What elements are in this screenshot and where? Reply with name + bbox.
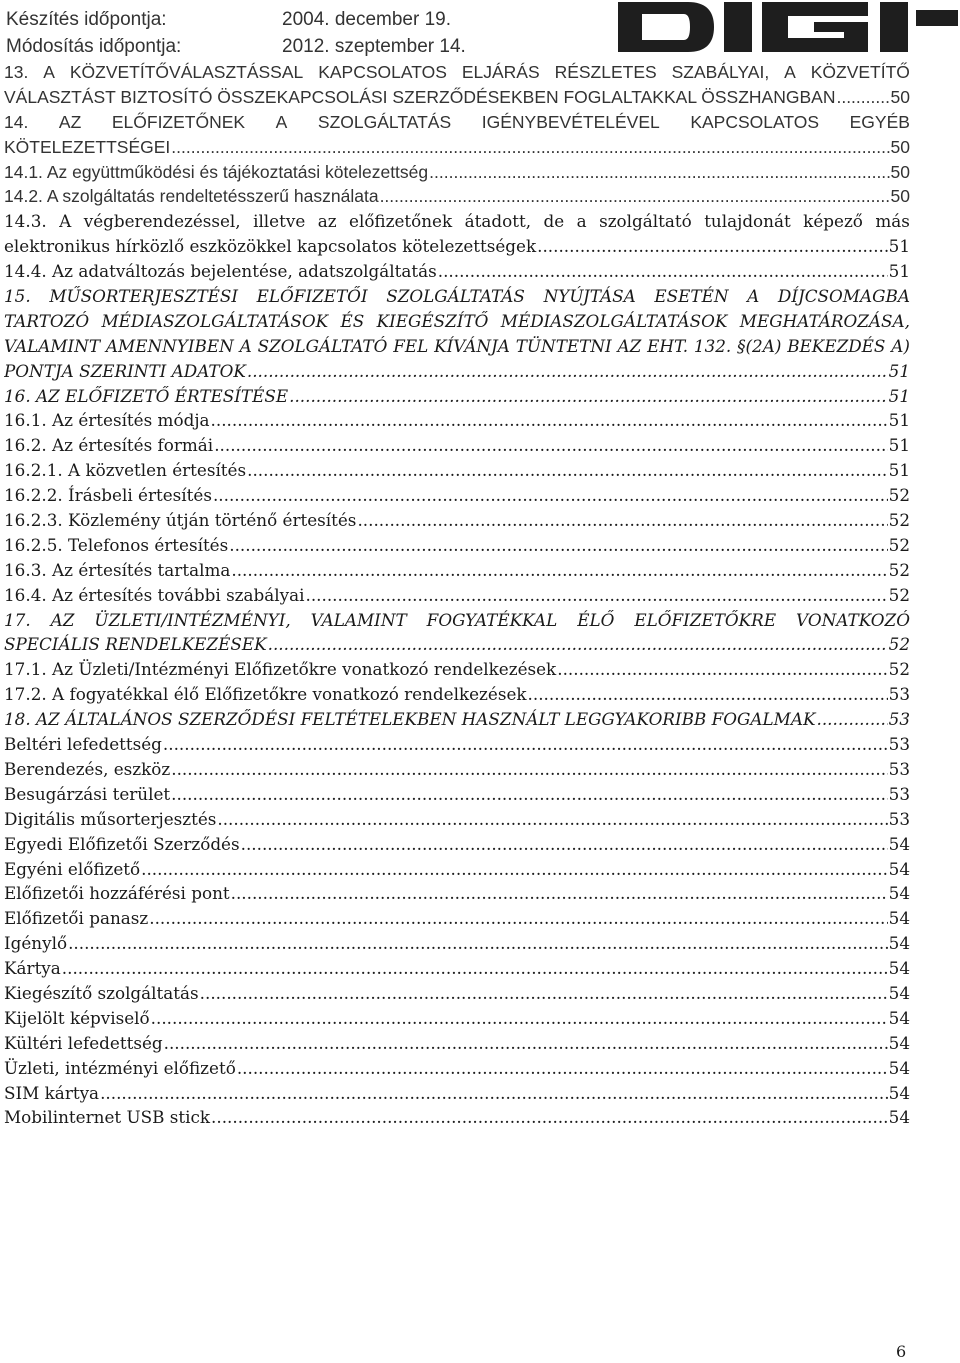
toc-leader-dots — [171, 135, 889, 160]
toc-leader-dots — [231, 558, 887, 583]
toc-entry[interactable] — [4, 1081, 910, 1106]
toc-entry[interactable] — [4, 1006, 910, 1031]
toc-entry-word: MÉDIASZOLGÁLTATÁSOK — [101, 310, 329, 331]
toc-entry-word: AMENNYIBEN — [105, 335, 234, 356]
toc-entry-title: Mobilinternet USB stick — [4, 1107, 211, 1128]
toc-entry-word: tulajdonát — [704, 211, 791, 232]
toc-entry-title: 16.2.5. Telefonos értesítés — [4, 534, 229, 555]
modified-value: 2012. szeptember 14. — [282, 36, 466, 57]
created-label: Készítés időpontja: — [6, 9, 167, 30]
toc-entry-word: A — [43, 62, 55, 82]
toc-leader-dots — [438, 259, 888, 284]
toc-entry-word: SZOLGÁLTATÁS — [317, 111, 452, 132]
toc-entry[interactable] — [4, 782, 910, 807]
toc-entry-page: 53 — [888, 684, 910, 705]
toc-entry[interactable] — [4, 384, 910, 409]
toc-entry-title: 18. AZ ÁLTALÁNOS SZERZŐDÉSI FELTÉTELEKBEN HASZNÁLT LEGGYAKORIBB FOGALMAK — [4, 709, 816, 730]
toc-entry-word: RÉSZLETES — [554, 62, 657, 82]
toc-entry[interactable] — [4, 259, 910, 284]
toc-entry-title: Kiegészítő szolgáltatás — [4, 982, 199, 1003]
toc-entry-page: 52 — [888, 485, 910, 506]
toc-entry-title: SIM kártya — [4, 1082, 100, 1103]
toc-leader-dots — [68, 931, 888, 956]
toc-entry[interactable] — [4, 832, 910, 857]
toc-leader-dots — [229, 533, 887, 558]
toc-entry-word: a — [576, 211, 587, 232]
toc-entry-word: szolgáltató — [599, 211, 692, 232]
toc-leader-dots — [211, 1105, 888, 1130]
toc-entry[interactable] — [4, 110, 910, 135]
toc-entry-word: TÜNTETNI — [515, 335, 612, 356]
toc-entry-word: 14.3. — [4, 211, 47, 232]
toc-entry-word: A — [275, 111, 288, 132]
toc-entry[interactable] — [4, 1105, 910, 1130]
toc-entry[interactable] — [4, 209, 910, 234]
toc-entry-page: 50 — [890, 186, 910, 207]
toc-entry-title: Kültéri lefedettség — [4, 1032, 163, 1053]
toc-entry-word: KAPCSOLATOS — [318, 62, 447, 82]
toc-entry-word: KIEGÉSZÍTŐ — [376, 310, 489, 331]
toc-entry-word: A — [784, 62, 796, 82]
toc-entry[interactable] — [4, 184, 910, 209]
toc-entry[interactable] — [4, 632, 910, 657]
toc-entry-word: AZ — [617, 335, 642, 356]
toc-entry-title: KÖTELEZETTSÉGEI — [4, 136, 171, 157]
toc-leader-dots — [357, 508, 887, 533]
toc-entry-word: 14. — [4, 111, 29, 132]
toc-leader-dots — [247, 359, 888, 384]
toc-entry-word: MÉDIASZOLGÁLTATÁSOK — [500, 310, 728, 331]
toc-entry-page: 54 — [888, 982, 910, 1003]
toc-entry-title: 16.4. Az értesítés további szabályai — [4, 584, 305, 605]
created-value: 2004. december 19. — [282, 9, 452, 30]
toc-entry-page: 51 — [888, 236, 910, 257]
toc-entry-word: NYÚJTÁSA — [543, 286, 636, 307]
toc-entry-word: ÉLŐ — [577, 609, 615, 630]
toc-entry-word: A — [59, 211, 72, 232]
toc-entry-word: végberendezéssel, — [83, 211, 241, 232]
toc-entry[interactable] — [4, 1031, 910, 1056]
toc-entry-title: 14.2. A szolgáltatás rendeltetésszerű használata — [4, 186, 379, 207]
toc-entry-title: 16.2.3. Közlemény útján történő értesítés — [4, 510, 357, 531]
toc-entry-word: ELŐFIZETŐKRE — [634, 609, 777, 630]
toc-entry-word: VALAMINT — [310, 609, 407, 630]
toc-entry-word: ÜZLETI/INTÉZMÉNYI, — [94, 609, 291, 630]
toc-entry-word: más — [875, 211, 910, 232]
toc-entry-word: AZ — [50, 609, 75, 630]
toc-entry-title: Előfizetői panasz — [4, 908, 149, 929]
toc-entry[interactable] — [4, 608, 910, 633]
toc-entry-title: Beltéri lefedettség — [4, 734, 162, 755]
logo-letter-g — [762, 2, 868, 52]
toc-leader-dots — [211, 408, 888, 433]
toc-entry-page: 51 — [888, 360, 910, 381]
toc-entry-title: PONTJA SZERINTI ADATOK — [4, 360, 246, 381]
toc-entry-page: 53 — [888, 709, 910, 730]
toc-entry-page: 54 — [888, 858, 910, 879]
toc-entry-word: az — [317, 211, 337, 232]
toc-entry-page: 54 — [888, 908, 910, 929]
toc-entry-page: 51 — [888, 460, 910, 481]
toc-entry[interactable] — [4, 533, 910, 558]
toc-entry-title: Kártya — [4, 958, 61, 979]
toc-entry-word: illetve — [253, 211, 306, 232]
digi-logo — [618, 2, 958, 52]
toc-entry-title: 16.2. Az értesítés formái — [4, 435, 214, 456]
toc-leader-dots — [537, 234, 888, 259]
toc-leader-dots — [171, 782, 887, 807]
toc-entry-page: 54 — [888, 1032, 910, 1053]
toc-entry-word: SZABÁLYAI, — [671, 62, 770, 82]
toc-entry[interactable] — [4, 85, 910, 110]
toc-entry-page: 50 — [890, 136, 910, 157]
toc-entry[interactable] — [4, 956, 910, 981]
toc-entry[interactable] — [4, 334, 910, 359]
toc-entry-page: 54 — [888, 958, 910, 979]
created-row — [6, 6, 606, 33]
toc-entry-page: 53 — [888, 758, 910, 779]
toc-entry-title: Igénylő — [4, 933, 68, 954]
document-header — [6, 6, 606, 60]
toc-entry-word: KAPCSOLATOS — [690, 111, 820, 132]
toc-entry-word: KÖZVETÍTŐVÁLASZTÁSSAL — [69, 62, 304, 82]
toc-entry-page: 52 — [888, 584, 910, 605]
toc-entry-page: 50 — [890, 86, 910, 107]
toc-entry[interactable] — [4, 807, 910, 832]
toc-entry-page: 50 — [890, 161, 910, 182]
toc-entry-word: SZOLGÁLTATÓ — [257, 335, 388, 356]
toc-entry-page: 54 — [888, 1082, 910, 1103]
toc-leader-dots — [141, 857, 888, 882]
toc-entry-title: elektronikus hírközlő eszközökkel kapcsolatos kötelezettségek — [4, 236, 537, 257]
toc-entry-page: 52 — [888, 559, 910, 580]
toc-entry[interactable] — [4, 433, 910, 458]
toc-entry[interactable] — [4, 583, 910, 608]
toc-entry-word: EHT. — [647, 335, 689, 356]
logo-letter-i2 — [880, 2, 908, 52]
toc-entry-word: A — [747, 286, 760, 307]
toc-entry-page: 54 — [888, 1057, 910, 1078]
toc-entry-word: ÉS — [340, 310, 365, 331]
toc-entry-title: Berendezés, eszköz — [4, 758, 171, 779]
toc-entry[interactable] — [4, 981, 910, 1006]
toc-entry-word: DÍJCSOMAGBA — [777, 286, 910, 307]
toc-entry-page: 52 — [888, 659, 910, 680]
toc-leader-dots — [268, 632, 888, 657]
toc-entry-word: képező — [803, 211, 863, 232]
toc-entry[interactable] — [4, 857, 910, 882]
toc-leader-dots — [214, 433, 887, 458]
toc-entry-title: 17.2. A fogyatékkal élő Előfizetőkre vonatkozó rendelkezések — [4, 684, 527, 705]
toc-entry-title: 16. AZ ELŐFIZETŐ ÉRTESÍTÉSE — [4, 385, 289, 406]
toc-leader-dots — [171, 757, 887, 782]
toc-entry-word: ESETÉN — [654, 286, 729, 307]
toc-entry-word: TARTOZÓ — [4, 310, 90, 331]
toc-entry[interactable] — [4, 508, 910, 533]
toc-entry-word: MEGHATÁROZÁSA, — [739, 310, 910, 331]
toc-entry[interactable] — [4, 707, 910, 732]
toc-entry-word: VALAMINT — [4, 335, 101, 356]
toc-entry-title: Kijelölt képviselő — [4, 1007, 150, 1028]
toc-entry-word: VONATKOZÓ — [796, 609, 910, 630]
toc-leader-dots — [213, 483, 888, 508]
toc-entry-page: 51 — [888, 410, 910, 431]
toc-entry-word: 15. — [4, 286, 31, 307]
toc-entry-page: 51 — [888, 435, 910, 456]
toc-entry[interactable] — [4, 657, 910, 682]
toc-entry[interactable] — [4, 135, 910, 160]
toc-entry-word: A) — [891, 335, 910, 356]
modified-row — [6, 33, 606, 60]
toc-entry-word: FOGYATÉKKAL — [426, 609, 558, 630]
toc-entry-title: Egyedi Előfizetői Szerződés — [4, 833, 240, 854]
logo-letter-d — [618, 2, 714, 52]
toc-leader-dots — [62, 956, 888, 981]
toc-leader-dots — [289, 384, 888, 409]
toc-entry[interactable] — [4, 458, 910, 483]
toc-leader-dots — [149, 906, 887, 931]
toc-leader-dots — [528, 682, 888, 707]
toc-entry-title: Besugárzási terület — [4, 783, 171, 804]
toc-leader-dots — [237, 1056, 888, 1081]
toc-entry[interactable] — [4, 881, 910, 906]
toc-entry-page: 54 — [888, 933, 910, 954]
logo-letter-i1 — [724, 2, 752, 52]
toc-entry-page: 53 — [888, 808, 910, 829]
toc-entry-word: de — [543, 211, 565, 232]
toc-entry-title: 16.1. Az értesítés módja — [4, 410, 210, 431]
toc-entry-page: 54 — [888, 833, 910, 854]
toc-leader-dots — [817, 707, 888, 732]
toc-entry[interactable] — [4, 309, 910, 334]
toc-leader-dots — [380, 184, 890, 209]
toc-leader-dots — [200, 981, 888, 1006]
toc-leader-dots — [163, 732, 888, 757]
toc-entry[interactable] — [4, 732, 910, 757]
toc-entry[interactable] — [4, 757, 910, 782]
toc-entry[interactable] — [4, 682, 910, 707]
toc-entry[interactable] — [4, 359, 910, 384]
toc-entry-word: ELJÁRÁS — [461, 62, 540, 82]
toc-entry-word: KÖZVETÍTŐ — [810, 62, 910, 82]
toc-entry-word: A — [239, 335, 252, 356]
toc-leader-dots — [100, 1081, 888, 1106]
toc-entry-word: ELŐFIZETŐI — [256, 286, 368, 307]
toc-entry-title: Digitális műsorterjesztés — [4, 808, 217, 829]
page-number: 6 — [896, 1342, 907, 1361]
toc-entry-title: Előfizetői hozzáférési pont — [4, 883, 230, 904]
toc-leader-dots — [241, 832, 888, 857]
toc-leader-dots — [231, 881, 888, 906]
toc-entry-page: 52 — [888, 634, 910, 655]
toc-entry-title: 16.3. Az értesítés tartalma — [4, 559, 231, 580]
toc-entry-title: 17.1. Az Üzleti/Intézményi Előfizetőkre vonatkozó rendelkezések — [4, 659, 557, 680]
toc-entry-page: 51 — [888, 261, 910, 282]
toc-entry-page: 54 — [888, 883, 910, 904]
toc-entry-word: 17. — [4, 609, 31, 630]
toc-leader-dots — [217, 807, 887, 832]
toc-leader-dots — [306, 583, 888, 608]
toc-entry[interactable] — [4, 931, 910, 956]
toc-entry-word: előfizetőnek — [349, 211, 453, 232]
toc-entry[interactable] — [4, 160, 910, 185]
toc-entry-page: 53 — [888, 783, 910, 804]
toc-entry-word: ELŐFIZETŐNEK — [111, 111, 246, 132]
toc-entry-word: 13. — [4, 62, 29, 82]
logo-accent-bar — [916, 10, 958, 26]
modified-label: Módosítás időpontja: — [6, 36, 182, 57]
toc-entry[interactable] — [4, 408, 910, 433]
toc-entry-page: 54 — [888, 1007, 910, 1028]
toc-leader-dots — [151, 1006, 888, 1031]
toc-entry-page: 53 — [888, 734, 910, 755]
toc-entry-title: SPECIÁLIS RENDELKEZÉSEK — [4, 634, 267, 655]
toc-entry-page: 51 — [888, 385, 910, 406]
toc-entry-word: AZ — [58, 111, 82, 132]
toc-entry-word: IGÉNYBEVÉTELÉVEL — [481, 111, 660, 132]
toc-entry-title: Egyéni előfizető — [4, 858, 141, 879]
toc-entry[interactable] — [4, 558, 910, 583]
toc-entry-page: 54 — [888, 1107, 910, 1128]
toc-entry[interactable] — [4, 284, 910, 309]
toc-entry-word: MŰSORTERJESZTÉSI — [49, 286, 239, 307]
toc-entry-title: 16.2.2. Írásbeli értesítés — [4, 485, 212, 506]
toc-entry-word: §(2A) — [737, 335, 782, 356]
toc-leader-dots — [164, 1031, 888, 1056]
toc-entry[interactable] — [4, 1056, 910, 1081]
toc-leader-dots — [429, 160, 889, 185]
toc-entry[interactable] — [4, 60, 910, 85]
toc-entry-word: SZOLGÁLTATÁS — [386, 286, 525, 307]
toc-entry-word: KÍVÁNJA — [434, 335, 510, 356]
toc-entry-title: VÁLASZTÁST BIZTOSÍTÓ ÖSSZEKAPCSOLÁSI SZERZŐDÉSEKBEN FOGLALTAKKAL ÖSSZHANGBAN — [4, 86, 836, 107]
toc-entry[interactable] — [4, 234, 910, 259]
toc-entry-word: 132. — [693, 335, 732, 356]
toc-entry-title: 14.1. Az együttműködési és tájékoztatási kötelezettség — [4, 161, 429, 182]
toc-entry-page: 52 — [888, 510, 910, 531]
toc-entry[interactable] — [4, 906, 910, 931]
toc-leader-dots — [557, 657, 887, 682]
toc-entry[interactable] — [4, 483, 910, 508]
toc-entry-word: EGYÉB — [849, 111, 910, 132]
table-of-contents — [4, 60, 910, 1130]
toc-entry-title: 14.4. Az adatváltozás bejelentése, adatszolgáltatás — [4, 261, 437, 282]
toc-entry-word: BEKEZDÉS — [787, 335, 886, 356]
toc-leader-dots — [836, 85, 889, 110]
toc-entry-word: FEL — [393, 335, 429, 356]
toc-leader-dots — [247, 458, 888, 483]
toc-entry-title: 16.2.1. A közvetlen értesítés — [4, 460, 247, 481]
toc-entry-word: átadott, — [464, 211, 532, 232]
toc-entry-page: 52 — [888, 534, 910, 555]
toc-entry-title: Üzleti, intézményi előfizető — [4, 1057, 236, 1078]
